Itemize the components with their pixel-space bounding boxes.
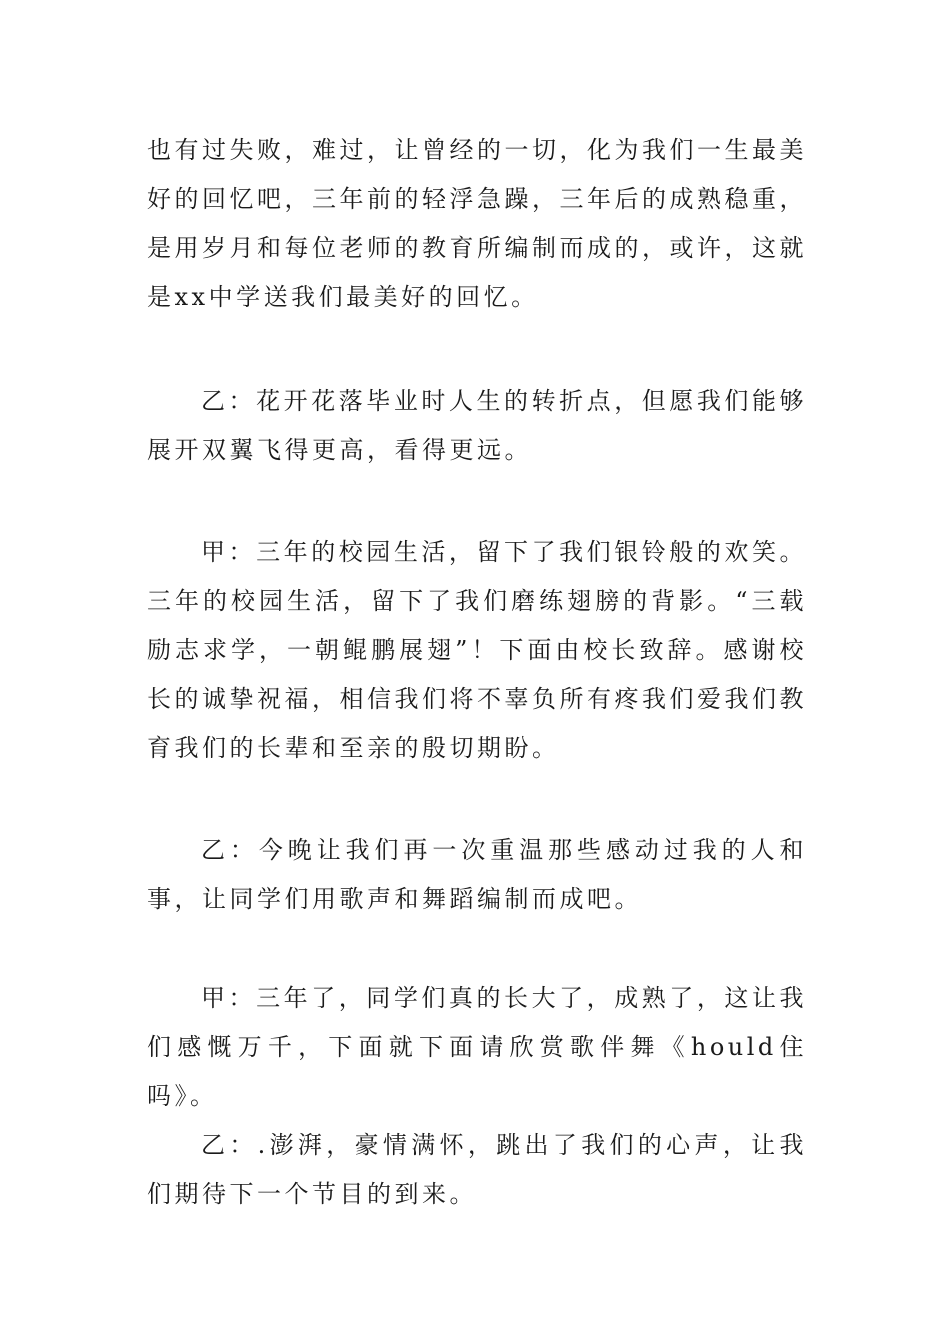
paragraph-jia-1: 甲：三年的校园生活，留下了我们银铃般的欢笑。三年的校园生活，留下了我们磨练翅膀的背影。“三载励志求学，一朝鲲鹏展翅”！下面由校长致辞。感谢校长的诚挚祝福，相信我们将不辜负所有疼我们爱我们教育我们的长辈和至亲的殷切期盼。 <box>147 538 807 762</box>
paragraph-yi-1: 乙：花开花落毕业时人生的转折点，但愿我们能够展开双翼飞得更高，看得更远。 <box>147 387 807 464</box>
paragraph-yi-2: 乙：今晚让我们再一次重温那些感动过我的人和事，让同学们用歌声和舞蹈编制而成吧。 <box>147 836 807 913</box>
paragraph-jia-2: 甲：三年了，同学们真的长大了，成熟了，这让我们感慨万千，下面就下面请欣赏歌伴舞《hould住吗》。 <box>147 984 807 1110</box>
paragraph-continuation: 也有过失败，难过，让曾经的一切，化为我们一生最美好的回忆吧，三年前的轻浮急躁，三年后的成熟稳重，是用岁月和每位老师的教育所编制而成的，或许，这就是xx中学送我们最美好的回忆。 <box>147 136 807 311</box>
paragraph-yi-3: 乙：.澎湃，豪情满怀，跳出了我们的心声，让我们期待下一个节目的到来。 <box>147 1131 807 1208</box>
